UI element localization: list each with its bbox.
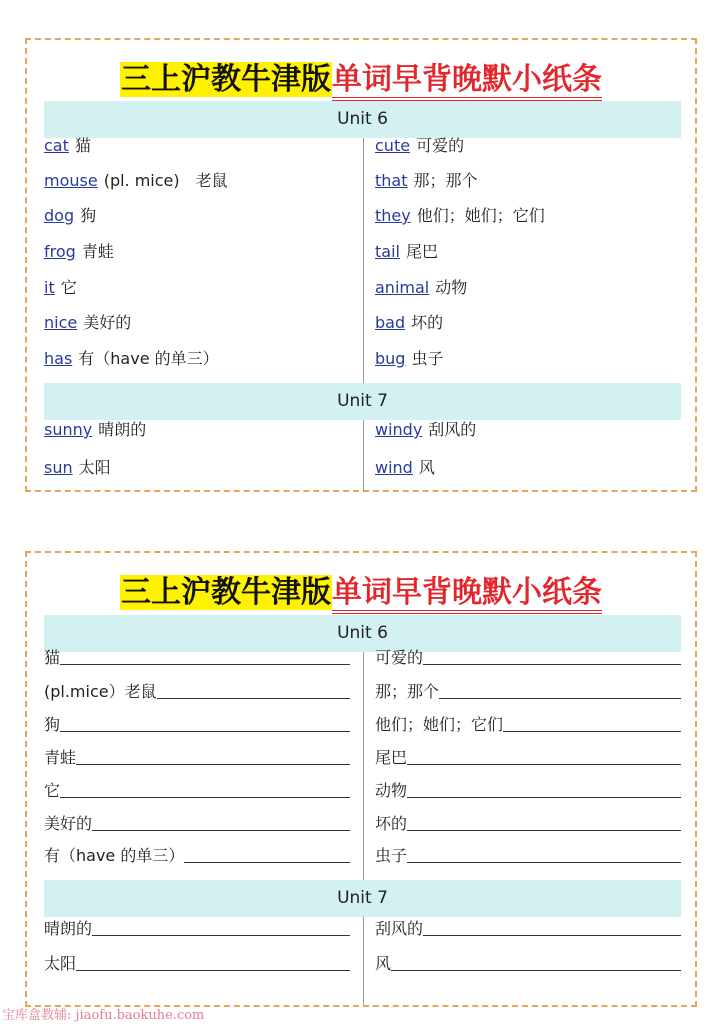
answer-blank[interactable] — [503, 730, 681, 732]
chinese-meaning: 尾巴 — [405, 242, 438, 261]
english-word: wind — [375, 458, 413, 477]
answer-blank[interactable] — [60, 796, 350, 798]
unit-header: Unit 6 — [44, 615, 681, 652]
meaning-text: 美好的 — [44, 814, 93, 833]
card-title — [27, 54, 695, 98]
chinese-meaning: 有（have 的单三） — [78, 349, 219, 368]
chinese-meaning: 太阳 — [78, 458, 111, 477]
blank-row — [44, 679, 350, 702]
answer-blank[interactable] — [407, 861, 681, 863]
english-word: cute — [375, 136, 411, 155]
english-word: bug — [375, 349, 406, 368]
blank-row — [375, 778, 681, 801]
english-word: it — [44, 278, 55, 297]
meaning-text: 可爱的 — [375, 648, 424, 667]
meaning-text: 尾巴 — [375, 748, 408, 767]
chinese-meaning: 它 — [60, 278, 77, 297]
title-red: 单词早背晚默小纸条 — [332, 62, 602, 101]
meaning-text: (pl.mice）老鼠 — [44, 682, 157, 701]
blank-row — [375, 951, 681, 974]
blank-row — [375, 745, 681, 768]
blank-row — [44, 951, 350, 974]
english-word: mouse — [44, 171, 98, 190]
blank-row — [375, 916, 681, 939]
blank-row — [375, 712, 681, 735]
answer-blank[interactable] — [407, 829, 681, 831]
vocab-row — [44, 168, 350, 191]
meaning-text: 猫 — [44, 648, 61, 667]
meaning-text: 太阳 — [44, 954, 77, 973]
chinese-meaning: (pl. mice) 老鼠 — [103, 171, 228, 190]
column-divider — [363, 420, 364, 492]
watermark: 宝库盒教辅: jiaofu.baokuhe.com — [2, 1008, 205, 1023]
quiz-card — [25, 551, 697, 1007]
chinese-meaning: 可爱的 — [416, 136, 465, 155]
english-word: dog — [44, 206, 75, 225]
blank-row — [44, 778, 350, 801]
meaning-text: 有（have 的单三） — [44, 846, 185, 865]
english-word: sun — [44, 458, 73, 477]
word-card — [25, 38, 697, 492]
answer-blank[interactable] — [423, 934, 681, 936]
answer-blank[interactable] — [184, 861, 350, 863]
vocab-row — [375, 417, 681, 440]
title-highlight: 三上沪教牛津版 — [121, 575, 331, 610]
meaning-text: 青蛙 — [44, 748, 77, 767]
chinese-meaning: 猫 — [74, 136, 91, 155]
title-red: 单词早背晚默小纸条 — [332, 575, 602, 614]
column-divider — [363, 652, 364, 880]
english-word: they — [375, 206, 411, 225]
blank-row — [44, 843, 350, 866]
answer-blank[interactable] — [76, 969, 350, 971]
column-divider — [363, 917, 364, 1005]
chinese-meaning: 晴朗的 — [98, 420, 147, 439]
english-word: that — [375, 171, 408, 190]
blank-row — [44, 745, 350, 768]
meaning-text: 风 — [375, 954, 392, 973]
chinese-meaning: 美好的 — [83, 313, 132, 332]
meaning-text: 狗 — [44, 715, 61, 734]
chinese-meaning: 动物 — [435, 278, 468, 297]
english-word: bad — [375, 313, 406, 332]
blank-row — [44, 712, 350, 735]
chinese-meaning: 他们；她们；它们 — [416, 206, 545, 225]
vocab-row — [44, 346, 350, 369]
chinese-meaning: 坏的 — [411, 313, 444, 332]
chinese-meaning: 狗 — [80, 206, 97, 225]
vocab-row — [44, 417, 350, 440]
meaning-text: 坏的 — [375, 814, 408, 833]
answer-blank[interactable] — [407, 796, 681, 798]
answer-blank[interactable] — [439, 697, 681, 699]
vocab-row — [375, 310, 681, 333]
answer-blank[interactable] — [391, 969, 681, 971]
meaning-text: 那；那个 — [375, 682, 440, 701]
answer-blank[interactable] — [92, 934, 350, 936]
english-word: has — [44, 349, 73, 368]
unit-header: Unit 7 — [44, 880, 681, 917]
chinese-meaning: 风 — [418, 458, 435, 477]
blank-row — [44, 916, 350, 939]
blank-row — [375, 679, 681, 702]
chinese-meaning: 刮风的 — [428, 420, 477, 439]
vocab-row — [44, 239, 350, 262]
blank-row — [44, 811, 350, 834]
chinese-meaning: 虫子 — [411, 349, 444, 368]
answer-blank[interactable] — [423, 663, 681, 665]
chinese-meaning: 青蛙 — [81, 242, 114, 261]
english-word: sunny — [44, 420, 93, 439]
chinese-meaning: 那；那个 — [413, 171, 478, 190]
vocab-row — [375, 133, 681, 156]
english-word: cat — [44, 136, 69, 155]
unit-header: Unit 6 — [44, 101, 681, 138]
answer-blank[interactable] — [60, 663, 350, 665]
meaning-text: 动物 — [375, 781, 408, 800]
english-word: nice — [44, 313, 78, 332]
meaning-text: 他们；她们；它们 — [375, 715, 504, 734]
blank-row — [375, 843, 681, 866]
title-highlight: 三上沪教牛津版 — [121, 62, 331, 97]
vocab-row — [44, 203, 350, 226]
meaning-text: 虫子 — [375, 846, 408, 865]
vocab-row — [375, 455, 681, 478]
vocab-row — [375, 203, 681, 226]
meaning-text: 刮风的 — [375, 919, 424, 938]
english-word: animal — [375, 278, 430, 297]
vocab-row — [44, 275, 350, 298]
answer-blank[interactable] — [407, 763, 681, 765]
vocab-row — [375, 168, 681, 191]
vocab-row — [44, 133, 350, 156]
unit-header: Unit 7 — [44, 383, 681, 420]
blank-row — [375, 645, 681, 668]
meaning-text: 它 — [44, 781, 61, 800]
answer-blank[interactable] — [60, 730, 350, 732]
column-divider — [363, 138, 364, 383]
vocab-row — [375, 239, 681, 262]
answer-blank[interactable] — [76, 763, 350, 765]
english-word: windy — [375, 420, 423, 439]
english-word: frog — [44, 242, 76, 261]
blank-row — [44, 645, 350, 668]
vocab-row — [375, 275, 681, 298]
card-title — [27, 567, 695, 611]
blank-row — [375, 811, 681, 834]
english-word: tail — [375, 242, 400, 261]
vocab-row — [44, 455, 350, 478]
vocab-row — [44, 310, 350, 333]
meaning-text: 晴朗的 — [44, 919, 93, 938]
answer-blank[interactable] — [157, 697, 350, 699]
vocab-row — [375, 346, 681, 369]
answer-blank[interactable] — [92, 829, 350, 831]
